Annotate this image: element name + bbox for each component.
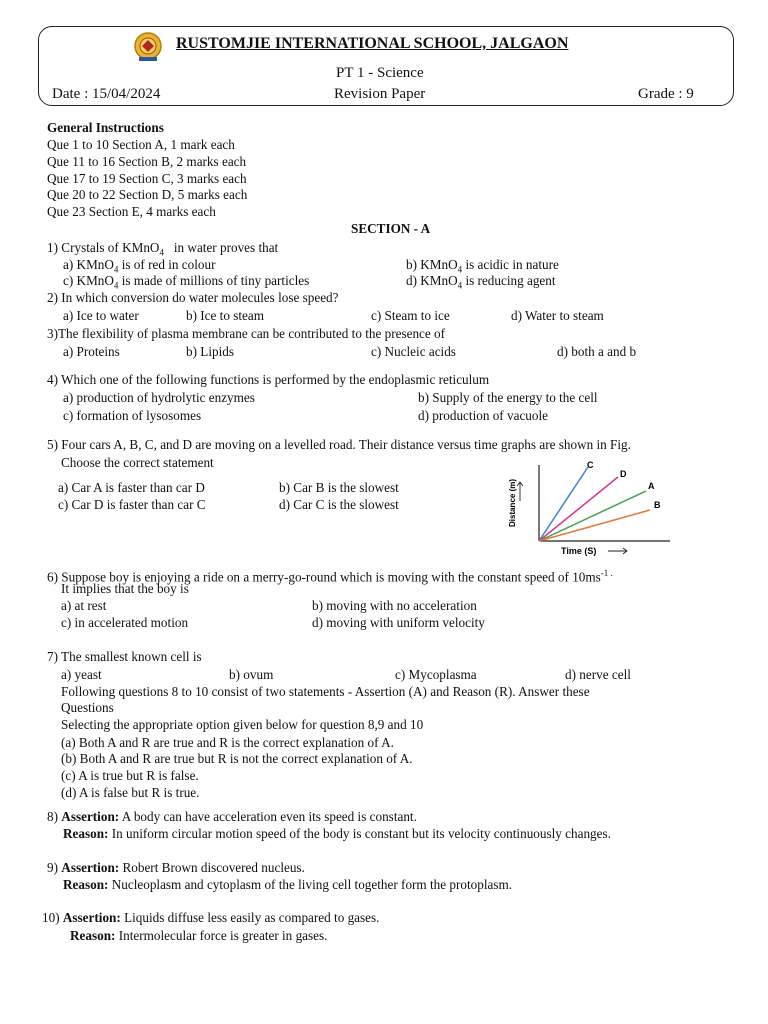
q7-option-d: d) nerve cell (565, 667, 631, 682)
q1-option-a: a) KMnO$_4$ is of red in colour (63, 257, 216, 275)
q7-option-b: b) ovum (229, 667, 274, 682)
q3-option-c: c) Nucleic acids (371, 344, 456, 359)
q6-option-d: d) moving with uniform velocity (312, 615, 485, 630)
q9-assertion: 9) Assertion: Robert Brown discovered nucleus. (47, 860, 305, 875)
q5-option-a: a) Car A is faster than car D (58, 480, 205, 495)
q3-option-a: a) Proteins (63, 344, 120, 359)
q9-reason: Reason: Nucleoplasm and cytoplasm of the living cell together form the protoplasm. (63, 877, 513, 892)
q7-text: 7) The smallest known cell is (47, 649, 202, 664)
q4-option-a: a) production of hydrolytic enzymes (63, 390, 255, 405)
q5-option-c: c) Car D is faster than car C (58, 497, 206, 512)
x-axis-label: Time (S) (561, 546, 597, 556)
ar-intro: Following questions 8 to 10 consist of two statements - Assertion (A) and Reason (R). Answer these (61, 684, 590, 699)
instruction-line: Que 1 to 10 Section A, 1 mark each (47, 137, 235, 152)
q5-text-2: Choose the correct statement (61, 455, 214, 470)
q2-option-b: b) Ice to steam (186, 308, 264, 323)
ar-option-a: (a) Both A and R are true and R is the correct explanation of A. (61, 735, 394, 750)
paper-type: Revision Paper (334, 86, 426, 102)
instruction-line: Que 11 to 16 Section B, 2 marks each (47, 154, 247, 169)
q8-assertion: 8) Assertion: A body can have acceleration even its speed is constant. (47, 809, 417, 824)
q5-option-b: b) Car B is the slowest (279, 480, 399, 495)
exam-date: Date : 15/04/2024 (52, 86, 161, 102)
q6-text-2: It implies that the boy is (61, 581, 189, 596)
ar-option-b: (b) Both A and R are true but R is not the correct explanation of A. (61, 751, 413, 766)
instruction-line: Que 17 to 19 Section C, 3 marks each (47, 171, 247, 186)
q6-option-a: a) at rest (61, 598, 107, 613)
q6-text: 6) Suppose boy is enjoying a ride on a merry-go-round which is moving with the constant speed of $10ms^{-1 .}$ (47, 568, 613, 585)
series-label-b: B (654, 500, 661, 510)
ar-intro-2: Questions (61, 700, 114, 715)
q1-option-b: b) KMnO$_4$ is acidic in nature (406, 257, 559, 275)
instructions-title: General Instructions (47, 120, 164, 135)
q4-text: 4) Which one of the following functions is performed by the endoplasmic reticulum (47, 372, 490, 387)
grade: Grade : 9 (638, 86, 694, 102)
section-title: SECTION - A (351, 221, 431, 236)
school-name: RUSTOMJIE INTERNATIONAL SCHOOL, JALGAON (176, 35, 569, 52)
ar-intro-3: Selecting the appropriate option given below for question 8,9 and 10 (61, 717, 424, 732)
q10-reason: Reason: Intermolecular force is greater in gases. (70, 928, 328, 943)
q4-option-d: d) production of vacuole (418, 408, 549, 423)
ar-option-c: (c) A is true but R is false. (61, 768, 199, 783)
exam-title: PT 1 - Science (336, 65, 424, 81)
q2-option-c: c) Steam to ice (371, 308, 450, 323)
series-label-d: D (620, 469, 627, 479)
q6-option-b: b) moving with no acceleration (312, 598, 477, 613)
q3-option-d: d) both a and b (557, 344, 637, 359)
q1-text: 1) Crystals of KMnO$_4$ in water proves that (47, 240, 279, 258)
q3-text: 3)The flexibility of plasma membrane can be contributed to the presence of (47, 326, 446, 341)
q3-option-b: b) Lipids (186, 344, 234, 359)
instruction-line: Que 23 Section E, 4 marks each (47, 204, 216, 219)
distance-time-chart (498, 455, 680, 563)
q2-text: 2) In which conversion do water molecules lose speed? (47, 290, 339, 305)
school-logo-icon (131, 30, 165, 64)
q2-option-d: d) Water to steam (511, 308, 604, 323)
q5-text: 5) Four cars A, B, C, and D are moving on a levelled road. Their distance versus time graphs are shown in Fig. (47, 437, 631, 452)
q5-option-d: d) Car C is the slowest (279, 497, 399, 512)
q1-option-d: d) KMnO$_4$ is reducing agent (406, 273, 556, 291)
ar-option-d: (d) A is false but R is true. (61, 785, 200, 800)
q2-option-a: a) Ice to water (63, 308, 139, 323)
q6-option-c: c) in accelerated motion (61, 615, 189, 630)
series-label-c: C (587, 460, 594, 470)
y-axis-label: Distance (m) (508, 478, 517, 527)
q8-reason: Reason: In uniform circular motion speed of the body is constant but its velocity continuously changes. (63, 826, 611, 841)
q10-assertion: 10) Assertion: Liquids diffuse less easily as compared to gases. (42, 910, 380, 925)
q4-option-c: c) formation of lysosomes (63, 408, 202, 423)
q7-option-c: c) Mycoplasma (395, 667, 477, 682)
q4-option-b: b) Supply of the energy to the cell (418, 390, 598, 405)
q7-option-a: a) yeast (61, 667, 102, 682)
q1-option-c: c) KMnO$_4$ is made of millions of tiny particles (63, 273, 310, 291)
instruction-line: Que 20 to 22 Section D, 5 marks each (47, 187, 248, 202)
series-label-a: A (648, 481, 655, 491)
